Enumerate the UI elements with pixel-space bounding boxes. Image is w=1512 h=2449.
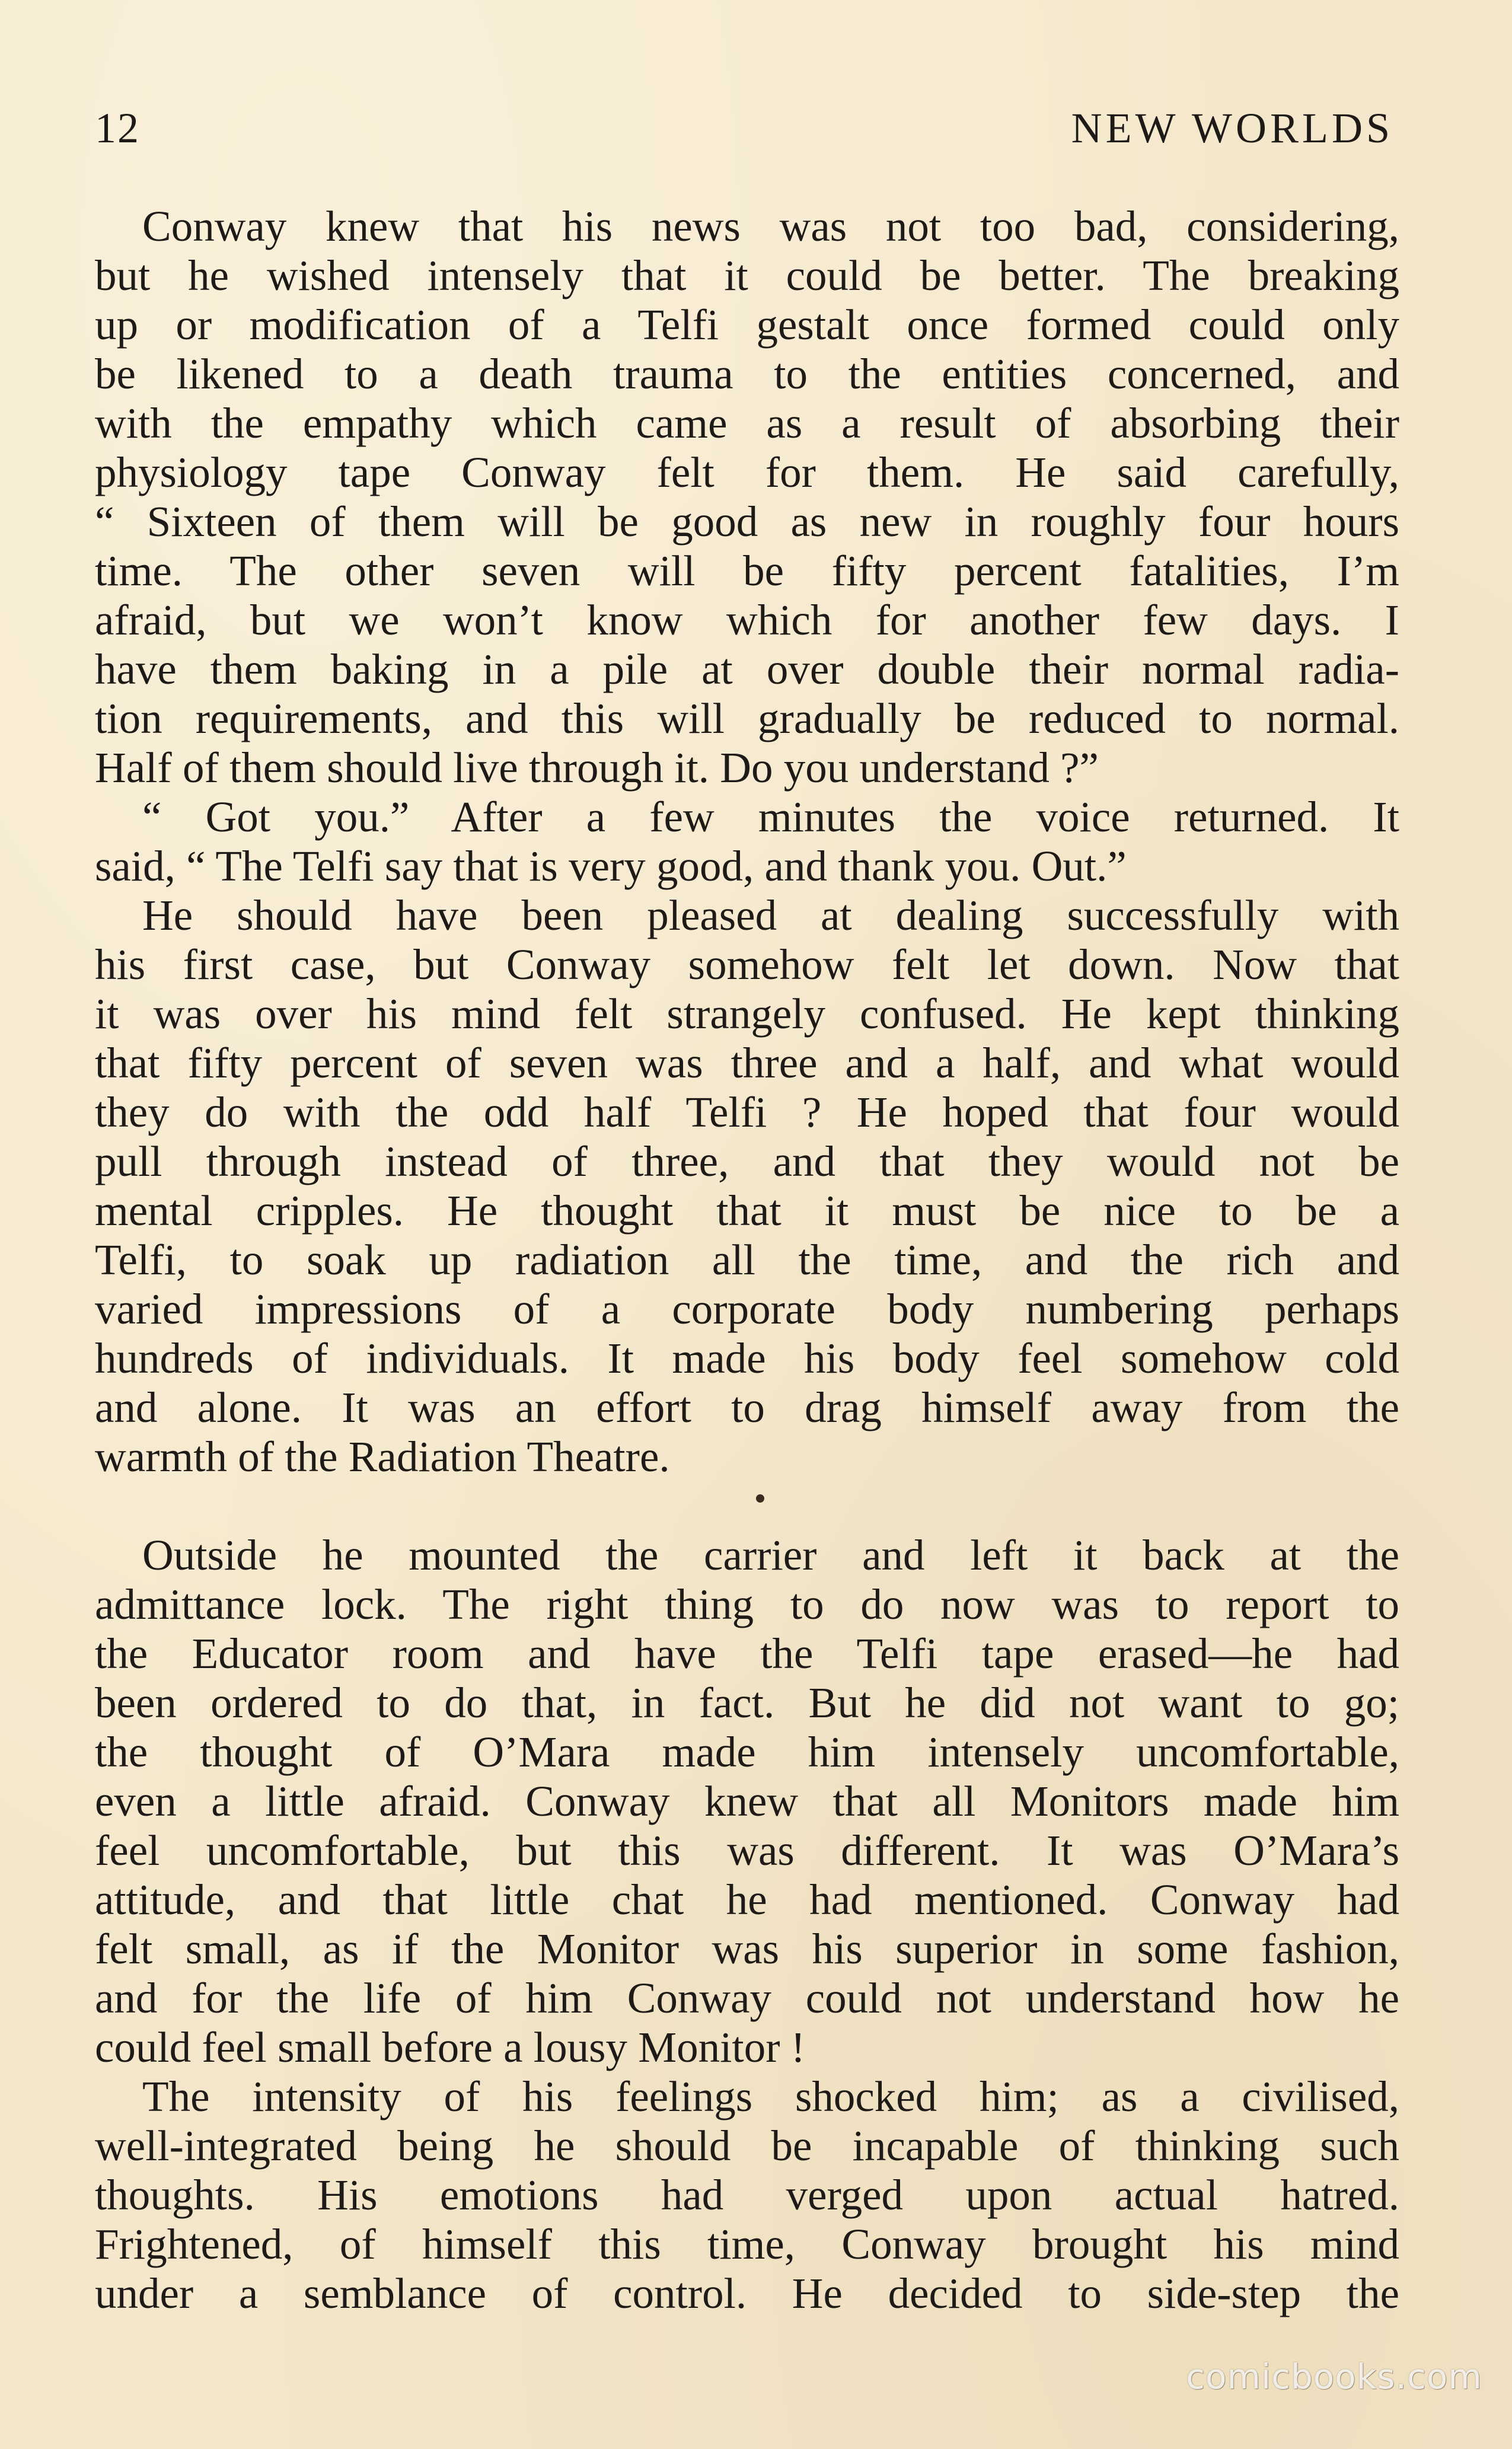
- page-number: 12: [95, 104, 140, 152]
- page-header: [95, 104, 1393, 169]
- text-line: his first case, but Conway somehow felt let down. Now that: [95, 940, 1399, 988]
- text-line: admittance lock. The right thing to do now was to report to: [95, 1580, 1399, 1628]
- text-line: could feel small before a lousy Monitor !: [95, 2023, 806, 2071]
- text-line: Half of them should live through it. Do you understand ?”: [95, 744, 1099, 792]
- text-line: even a little afraid. Conway knew that all Monitors made him: [95, 1777, 1399, 1825]
- text-line: and for the life of him Conway could not understand how he: [95, 1974, 1399, 2022]
- text-line: afraid, but we won’t know which for another few days. I: [95, 596, 1399, 644]
- text-line: said, “ The Telfi say that is very good, and thank you. Out.”: [95, 842, 1127, 890]
- text-line: Outside he mounted the carrier and left it back at the: [142, 1531, 1399, 1579]
- text-line: the Educator room and have the Telfi tape erased—he had: [95, 1630, 1399, 1678]
- text-line: hundreds of individuals. It made his body feel somehow cold: [95, 1334, 1399, 1382]
- text-line: “ Got you.” After a few minutes the voice returned. It: [142, 793, 1399, 841]
- section-break: [95, 1481, 1399, 1530]
- text-line: the thought of O’Mara made him intensely uncomfortable,: [95, 1728, 1399, 1776]
- running-head: NEW WORLDS: [1071, 104, 1393, 152]
- text-line: feel uncomfortable, but this was different. It was O’Mara’s: [95, 1826, 1399, 1874]
- text-line: “ Sixteen of them will be good as new in roughly four hours: [95, 498, 1399, 546]
- body-text: [95, 202, 1399, 2318]
- text-line: Conway knew that his news was not too bad, considering,: [142, 202, 1399, 250]
- text-line: varied impressions of a corporate body numbering perhaps: [95, 1285, 1399, 1333]
- text-line: The intensity of his feelings shocked him; as a civilised,: [142, 2072, 1399, 2120]
- text-line: been ordered to do that, in fact. But he did not want to go;: [95, 1679, 1399, 1727]
- section-break-dot: [756, 1494, 764, 1503]
- text-line: and alone. It was an effort to drag himself away from the: [95, 1383, 1399, 1431]
- text-line: under a semblance of control. He decided to side-step the: [95, 2269, 1399, 2317]
- text-line: well-integrated being he should be incapable of thinking such: [95, 2122, 1399, 2170]
- text-line: pull through instead of three, and that they would not be: [95, 1137, 1399, 1185]
- site-watermark: comicbooks.com: [1186, 2356, 1482, 2397]
- text-line: Frightened, of himself this time, Conway brought his mind: [95, 2220, 1399, 2268]
- text-line: tion requirements, and this will gradually be reduced to normal.: [95, 694, 1399, 742]
- text-line: with the empathy which came as a result of absorbing their: [95, 399, 1399, 447]
- text-line: thoughts. His emotions had verged upon actual hatred.: [95, 2171, 1399, 2219]
- text-line: but he wished intensely that it could be better. The breaking: [95, 251, 1399, 299]
- text-line: Telfi, to soak up radiation all the time, and the rich and: [95, 1236, 1399, 1284]
- text-line: have them baking in a pile at over double their normal radia-: [95, 645, 1399, 693]
- text-line: be likened to a death trauma to the entities concerned, and: [95, 350, 1399, 398]
- text-line: mental cripples. He thought that it must be nice to be a: [95, 1187, 1399, 1235]
- text-line: physiology tape Conway felt for them. He said carefully,: [95, 448, 1399, 496]
- text-line: up or modification of a Telfi gestalt once formed could only: [95, 301, 1399, 349]
- text-line: warmth of the Radiation Theatre.: [95, 1433, 670, 1481]
- text-line: it was over his mind felt strangely confused. He kept thinking: [95, 990, 1399, 1038]
- text-line: attitude, and that little chat he had mentioned. Conway had: [95, 1876, 1399, 1924]
- text-line: time. The other seven will be fifty percent fatalities, I’m: [95, 547, 1399, 595]
- text-line: He should have been pleased at dealing successfully with: [142, 891, 1399, 939]
- text-line: they do with the odd half Telfi ? He hoped that four would: [95, 1088, 1399, 1136]
- text-line: that fifty percent of seven was three and a half, and what would: [95, 1039, 1399, 1087]
- text-line: felt small, as if the Monitor was his superior in some fashion,: [95, 1925, 1399, 1973]
